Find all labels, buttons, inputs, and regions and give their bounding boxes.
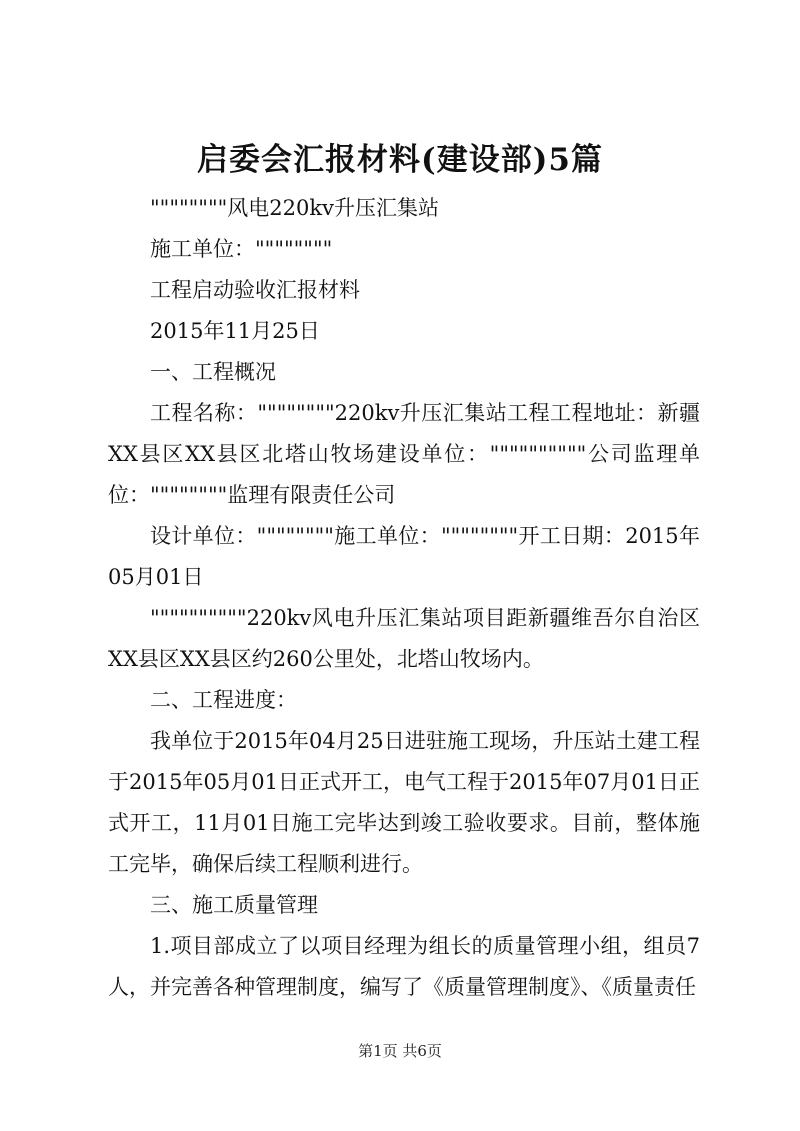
- document-body: [108, 188, 700, 1008]
- paragraph-design-info: 设计单位：""""""""施工单位：""""""""开工日期：2015年05月01日: [108, 524, 700, 589]
- paragraph-project-name: """"""""风电220kv升压汇集站: [150, 196, 439, 220]
- paragraph-project-info: 工程名称：""""""""220kv升压汇集站工程工程地址：新疆XX县区XX县区北塔山牧场建设单位：""""""""""公司监理单位：""""""""监理有限责任公司: [108, 401, 700, 507]
- paragraph-report-subtitle: 工程启动验收汇报材料: [150, 278, 360, 302]
- page-number-footer: 第1页 共6页: [358, 1042, 442, 1060]
- paragraph-location: """"""""""220kv风电升压汇集站项目距新疆维吾尔自治区XX县区XX县区约260公里处，北塔山牧场内。: [108, 606, 700, 671]
- section-heading-quality: 三、施工质量管理: [150, 893, 318, 917]
- section-heading-overview: 一、工程概况: [150, 360, 276, 384]
- section-heading-progress: 二、工程进度：: [150, 688, 297, 712]
- paragraph-date: 2015年11月25日: [150, 319, 320, 343]
- paragraph-construction-unit: 施工单位："""""""": [150, 237, 333, 261]
- document-title: 启委会汇报材料(建设部)5篇: [197, 142, 603, 178]
- paragraph-quality-team: 1.项目部成立了以项目经理为组长的质量管理小组，组员7人，并完善各种管理制度，编写了《质量管理制度》、《质量责任: [108, 934, 700, 999]
- paragraph-progress: 我单位于2015年04月25日进驻施工现场，升压站土建工程于2015年05月01日正式开工，电气工程于2015年07月01日正式开工，11月01日施工完毕达到竣工验收要求。目前，整体施工完毕，确保后续工程顺利进行。: [108, 729, 700, 876]
